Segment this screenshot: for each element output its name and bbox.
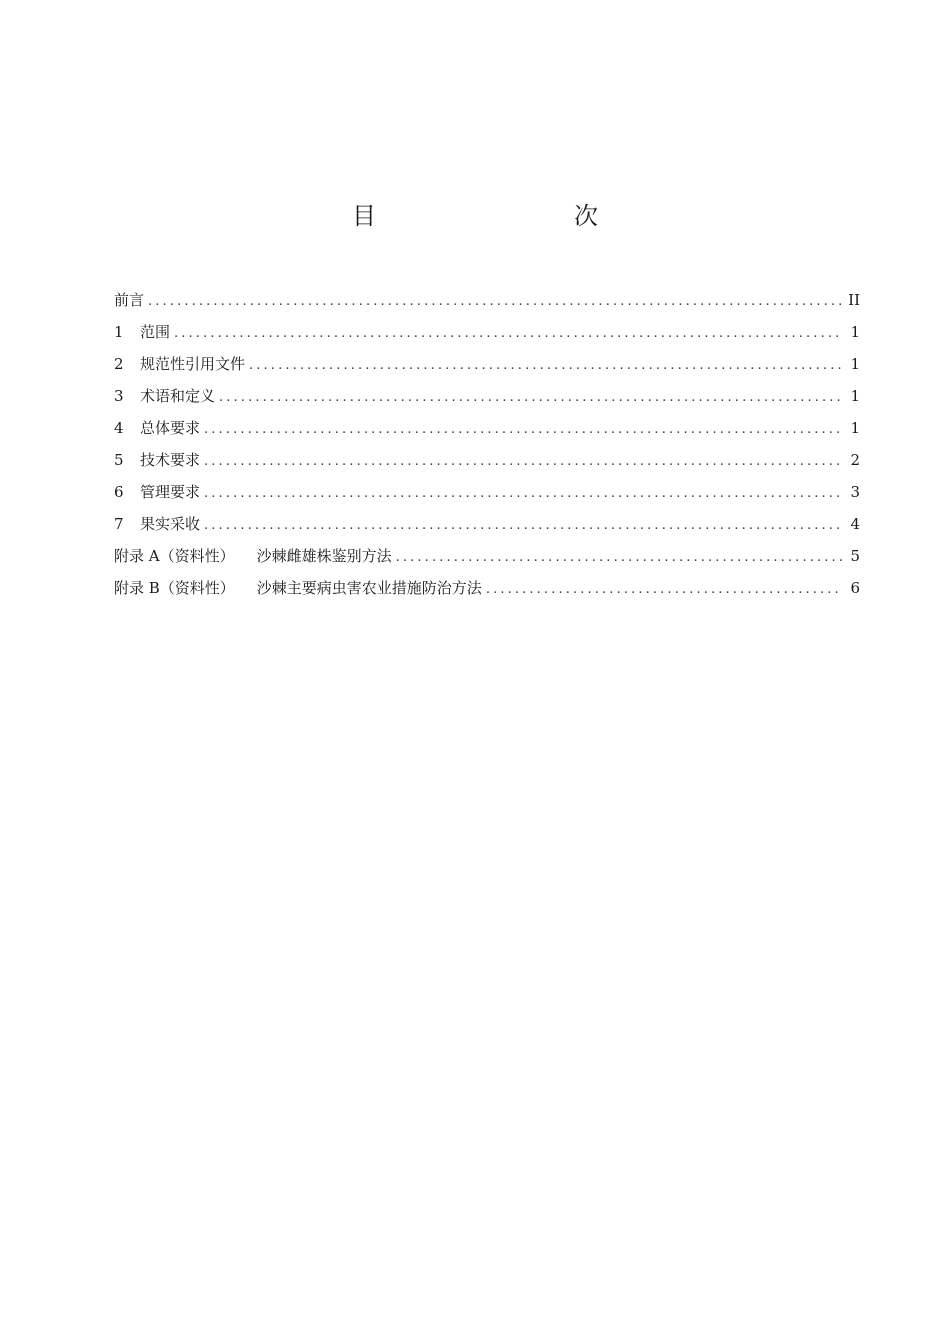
toc-entry-page: 1 bbox=[850, 355, 860, 373]
toc-leader-dots bbox=[486, 574, 842, 606]
toc-entry-label: 沙棘雌雄株鉴别方法 bbox=[256, 547, 392, 565]
toc-entry-page: 1 bbox=[850, 323, 860, 341]
toc-entry-page: II bbox=[848, 291, 860, 309]
toc-entry-page: 3 bbox=[850, 483, 860, 501]
toc-entry-7[interactable] bbox=[114, 508, 860, 540]
toc-entry-label: 管理要求 bbox=[140, 483, 201, 501]
toc-leader-dots bbox=[396, 542, 842, 574]
toc-entry-label: 前言 bbox=[114, 291, 145, 309]
toc-entry-number: 3 bbox=[114, 387, 124, 405]
toc-entry-appendix-b[interactable] bbox=[114, 572, 860, 604]
toc-entry-page: 1 bbox=[850, 419, 860, 437]
toc-entry-number: 6 bbox=[114, 483, 124, 501]
toc-entry-page: 6 bbox=[850, 579, 860, 597]
toc-leader-dots bbox=[204, 510, 842, 542]
toc-entry-label: 果实采收 bbox=[140, 515, 201, 533]
toc-entry-6[interactable] bbox=[114, 476, 860, 508]
toc-entry-3[interactable] bbox=[114, 380, 860, 412]
page-title: 目 次 bbox=[352, 202, 648, 230]
toc-leader-dots bbox=[249, 350, 842, 382]
toc-entry-page: 1 bbox=[850, 387, 860, 405]
toc-entry-appendix-a[interactable] bbox=[114, 540, 860, 572]
toc-entry-1[interactable] bbox=[114, 316, 860, 348]
toc-entry-5[interactable] bbox=[114, 444, 860, 476]
toc-leader-dots bbox=[204, 414, 842, 446]
toc-entry-label: 术语和定义 bbox=[140, 387, 216, 405]
toc-entry-number: 5 bbox=[114, 451, 124, 469]
toc-entry-label: 规范性引用文件 bbox=[140, 355, 246, 373]
toc-entry-number: 4 bbox=[114, 419, 124, 437]
toc-entry-number: 7 bbox=[114, 515, 124, 533]
toc-leader-dots bbox=[174, 318, 842, 350]
toc-appendix-prefix: 附录 A（资料性） bbox=[114, 547, 235, 565]
toc-entry-number: 1 bbox=[114, 323, 124, 341]
toc-leader-dots bbox=[219, 382, 842, 414]
toc-entry-page: 2 bbox=[850, 451, 860, 469]
toc-leader-dots bbox=[148, 286, 842, 318]
toc-entry-2[interactable] bbox=[114, 348, 860, 380]
toc-entry-page: 4 bbox=[850, 515, 860, 533]
toc-appendix-prefix: 附录 B（资料性） bbox=[114, 579, 235, 597]
toc-entry-label: 范围 bbox=[140, 323, 171, 341]
toc-entry-label: 沙棘主要病虫害农业措施防治方法 bbox=[256, 579, 482, 597]
toc-entry-page: 5 bbox=[850, 547, 860, 565]
toc-entry-label: 总体要求 bbox=[140, 419, 201, 437]
toc-entry-4[interactable] bbox=[114, 412, 860, 444]
toc-entry-preface[interactable] bbox=[114, 284, 860, 316]
toc-leader-dots bbox=[204, 446, 842, 478]
toc-entry-label: 技术要求 bbox=[140, 451, 201, 469]
table-of-contents bbox=[114, 284, 860, 604]
toc-leader-dots bbox=[204, 478, 842, 510]
toc-entry-number: 2 bbox=[114, 355, 124, 373]
